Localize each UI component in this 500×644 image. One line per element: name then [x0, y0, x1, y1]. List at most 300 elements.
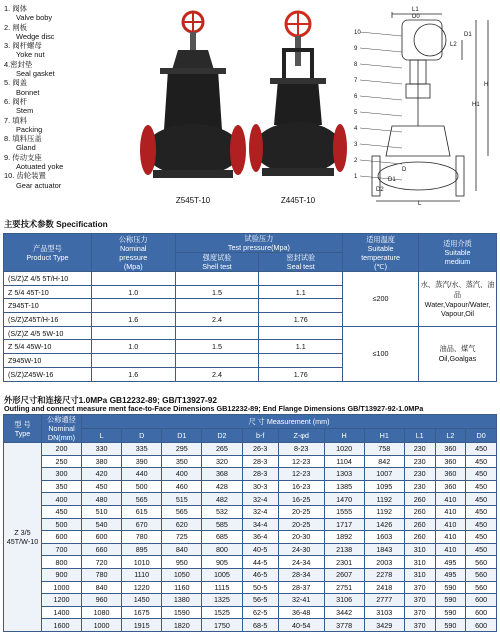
dims-cell: 36-48 — [278, 606, 324, 619]
dims-cell: 600 — [466, 606, 497, 619]
dims-cell: 20-25 — [278, 518, 324, 531]
dims-cell: 32-4 — [242, 493, 278, 506]
dims-cell: 515 — [162, 493, 202, 506]
dims-cell: 260 — [404, 493, 435, 506]
dims-cell: 600 — [82, 531, 122, 544]
dims-cell: 450 — [466, 505, 497, 518]
table-row — [4, 455, 497, 468]
spec-temp-cell: ≤200 — [343, 272, 419, 327]
drawing-leader-line — [360, 128, 402, 132]
dims-cell: 3103 — [364, 606, 404, 619]
table-row — [4, 480, 497, 493]
part-label-cn: 10. 齿轮装置 — [4, 171, 46, 181]
header-type: 型 号 Type — [4, 415, 42, 443]
dims-cell: 410 — [435, 493, 466, 506]
dims-cell: 500 — [122, 480, 162, 493]
dims-cell: 1843 — [364, 543, 404, 556]
dims-cell: 8-23 — [278, 443, 324, 456]
drawing-dim-label: H — [484, 82, 489, 88]
header-seal-test: 密封试验 Seal test — [259, 253, 343, 272]
dims-cell: 1590 — [162, 606, 202, 619]
spec-medium-text: 水、蒸汽/水、蒸汽、油品 Water,Vapour/Water, Vapour,Oil — [420, 279, 495, 318]
dims-cell: 350 — [162, 455, 202, 468]
dims-cell: 368 — [202, 468, 242, 481]
dims-cell: 1050 — [162, 568, 202, 581]
dims-cell: 26-3 — [242, 443, 278, 456]
dims-cell: 230 — [404, 443, 435, 456]
table-row — [4, 468, 497, 481]
dims-cell: 230 — [404, 468, 435, 481]
table-row — [4, 518, 497, 531]
dims-cell: 410 — [435, 531, 466, 544]
valve-photo-z545 — [138, 10, 248, 185]
part-label-cn: 5. 阀盖 — [4, 78, 27, 88]
dims-col-header: H1 — [364, 429, 404, 443]
drawing-part-number: 9 — [354, 46, 358, 52]
dims-table — [3, 414, 497, 632]
part-label-cn: 1. 阀体 — [4, 4, 27, 13]
dims-cell: 2138 — [324, 543, 364, 556]
dims-cell: 310 — [404, 556, 435, 569]
dims-cell: 1080 — [82, 606, 122, 619]
dims-cell: 400 — [162, 468, 202, 481]
dims-cell: 1110 — [122, 568, 162, 581]
header-nominal-pressure: 公称压力 Nominal pressure (Mpa) — [91, 234, 175, 272]
table-row — [4, 505, 497, 518]
dims-title-cn: 外形尺寸和连接尺寸1.0MPa GB12232-89; GB/T13927-92 — [4, 395, 218, 405]
dims-cell: 360 — [435, 443, 466, 456]
dims-cell: 1820 — [162, 619, 202, 632]
table-row — [4, 443, 497, 456]
dims-cell: 370 — [404, 581, 435, 594]
dims-cell: 3442 — [324, 606, 364, 619]
dims-cell: 24-30 — [278, 543, 324, 556]
drawing-part-number: 2 — [354, 158, 358, 164]
dims-col-header: H — [324, 429, 364, 443]
dims-cell: 28-3 — [242, 468, 278, 481]
spec-nominal-cell — [91, 326, 175, 340]
drawing-leader-line — [360, 144, 402, 148]
spec-seal-cell: 1.1 — [259, 285, 343, 299]
spec-seal-cell: 1.76 — [259, 367, 343, 381]
dims-cell: 560 — [466, 556, 497, 569]
table-row — [4, 594, 497, 607]
dims-cell: 250 — [42, 455, 82, 468]
dims-cell: 20-25 — [278, 505, 324, 518]
dims-cell: 1007 — [364, 468, 404, 481]
dims-cell: 50-5 — [242, 581, 278, 594]
dims-cell: 1450 — [122, 594, 162, 607]
dims-cell: 905 — [202, 556, 242, 569]
dims-cell: 1525 — [202, 606, 242, 619]
dims-cell: 560 — [466, 568, 497, 581]
dims-title-en: Outling and connect measure ment face-to-Face Dimensions GB12232-89; End Flange Dimensions GB/T13927-92-1.0MPa — [4, 404, 424, 413]
drawing-dim-label: D0 — [412, 14, 420, 20]
dims-cell: 2607 — [324, 568, 364, 581]
spec-seal-cell — [259, 326, 343, 340]
dims-cell: 30-3 — [242, 480, 278, 493]
table-row — [4, 606, 497, 619]
part-label-cn: 4.密封垫 — [4, 59, 33, 69]
drawing-leader-line — [360, 112, 402, 116]
spec-medium-cell — [419, 272, 497, 327]
dims-cell: 1104 — [324, 455, 364, 468]
spec-shell-cell: 2.4 — [175, 313, 259, 327]
spec-nominal-cell: 1.0 — [91, 340, 175, 354]
dims-cell: 590 — [435, 594, 466, 607]
dims-cell: 370 — [404, 594, 435, 607]
dims-cell: 300 — [42, 468, 82, 481]
dims-cell: 780 — [82, 568, 122, 581]
dims-cell: 450 — [466, 480, 497, 493]
spec-row — [4, 326, 497, 340]
dims-cell: 62-5 — [242, 606, 278, 619]
part-label-cn: 9. 传动支座 — [4, 152, 42, 162]
dims-col-header: D0 — [466, 429, 497, 443]
header-measurement: 尺 寸 Measurement (mm) — [82, 415, 497, 429]
dims-cell: 842 — [364, 455, 404, 468]
table-row — [4, 556, 497, 569]
dims-cell: 380 — [82, 455, 122, 468]
dims-cell: 1192 — [364, 493, 404, 506]
spec-shell-cell: 1.5 — [175, 340, 259, 354]
dims-cell: 56-5 — [242, 594, 278, 607]
header-test-pressure: 试验压力 Test pressure(Mpa) — [175, 234, 343, 253]
spec-shell-cell — [175, 272, 259, 286]
spec-nominal-cell — [91, 354, 175, 368]
dims-cell: 410 — [435, 505, 466, 518]
spec-shell-cell — [175, 326, 259, 340]
dims-cell: 600 — [466, 619, 497, 632]
dims-cell: 532 — [202, 505, 242, 518]
drawing-dim-label: L2 — [450, 42, 457, 48]
dims-cell: 1385 — [324, 480, 364, 493]
dims-cell: 495 — [435, 568, 466, 581]
dims-cell: 660 — [82, 543, 122, 556]
dims-cell: 900 — [42, 568, 82, 581]
dims-cell: 295 — [162, 443, 202, 456]
drawing-part-number: 10 — [354, 30, 361, 36]
dims-cell: 360 — [435, 455, 466, 468]
dims-cell: 3106 — [324, 594, 364, 607]
spec-title: 主要技术参数 Specification — [4, 219, 108, 229]
dims-cell: 1470 — [324, 493, 364, 506]
table-row — [4, 543, 497, 556]
dims-cell: 440 — [122, 468, 162, 481]
spec-nominal-cell — [91, 272, 175, 286]
dims-cell: 34-4 — [242, 518, 278, 531]
dims-cell: 1200 — [42, 594, 82, 607]
dims-cell: 450 — [466, 531, 497, 544]
dims-cell: 950 — [162, 556, 202, 569]
dims-cell: 1717 — [324, 518, 364, 531]
spec-shell-cell: 1.5 — [175, 285, 259, 299]
spec-seal-cell — [259, 299, 343, 313]
part-label-cn: 2. 闸板 — [4, 22, 27, 32]
dims-cell: 12-23 — [278, 455, 324, 468]
dims-cell: 1000 — [82, 619, 122, 632]
dims-cell: 565 — [162, 505, 202, 518]
part-label-en: Valve boby — [16, 13, 53, 23]
dims-cell: 390 — [122, 455, 162, 468]
dims-cell: 590 — [435, 619, 466, 632]
dims-cell: 20-30 — [278, 531, 324, 544]
dims-cell: 1220 — [122, 581, 162, 594]
dims-cell: 1000 — [42, 581, 82, 594]
drawing-dim-label: L1 — [412, 7, 419, 13]
drawing-leader-line — [360, 96, 402, 100]
part-label-en: Gland — [16, 143, 36, 153]
dims-cell: 450 — [466, 443, 497, 456]
dims-cell: 12-23 — [278, 468, 324, 481]
dims-cell: 590 — [435, 606, 466, 619]
photo-caption-1: Z545T-10 — [175, 196, 211, 205]
table-row — [4, 568, 497, 581]
drawing-dim-label: D2 — [376, 187, 384, 193]
dims-cell: 460 — [162, 480, 202, 493]
dims-cell: 758 — [364, 443, 404, 456]
spec-model-cell: Z 5/4 45T-10 — [4, 285, 92, 299]
spec-seal-cell: 1.1 — [259, 340, 343, 354]
spec-temp-cell: ≤100 — [343, 326, 419, 381]
dims-cell: 1603 — [364, 531, 404, 544]
spec-medium-cell — [419, 326, 497, 381]
dims-cell: 330 — [82, 443, 122, 456]
drawing-dim-label: D1 — [388, 177, 396, 183]
dims-cell: 450 — [466, 518, 497, 531]
part-label-en: Packing — [16, 124, 43, 134]
drawing-leader-line — [360, 64, 402, 68]
dims-cell: 1020 — [324, 443, 364, 456]
spec-nominal-cell — [91, 299, 175, 313]
dims-cell: 320 — [202, 455, 242, 468]
drawing-part-number: 3 — [354, 142, 358, 148]
spec-shell-cell: 2.4 — [175, 367, 259, 381]
dims-cell: 1325 — [202, 594, 242, 607]
dims-cell: 16-25 — [278, 493, 324, 506]
dims-cell: 400 — [42, 493, 82, 506]
drawing-dim-label: L — [418, 201, 422, 206]
dims-cell: 68-5 — [242, 619, 278, 632]
part-label-cn: 3. 阀杆螺母 — [4, 41, 42, 51]
dims-cell: 1095 — [364, 480, 404, 493]
dims-cell: 36-4 — [242, 531, 278, 544]
table-row — [4, 619, 497, 632]
dims-cell: 2777 — [364, 594, 404, 607]
spec-shell-cell — [175, 354, 259, 368]
dims-col-header: L2 — [435, 429, 466, 443]
header-medium: 适用介质 Suitable medium — [419, 234, 497, 272]
table-row — [4, 581, 497, 594]
dims-cell: 1426 — [364, 518, 404, 531]
dims-col-header: D2 — [202, 429, 242, 443]
dims-cell: 1192 — [364, 505, 404, 518]
drawing-part-number: 5 — [354, 110, 358, 116]
dims-cell: 350 — [42, 480, 82, 493]
dims-cell: 495 — [435, 556, 466, 569]
dims-cell: 360 — [435, 480, 466, 493]
dims-cell: 265 — [202, 443, 242, 456]
drawing-part-number: 6 — [354, 94, 358, 100]
dims-cell: 420 — [82, 468, 122, 481]
dims-cell: 28-3 — [242, 455, 278, 468]
dims-cell: 800 — [202, 543, 242, 556]
dims-cell: 200 — [42, 443, 82, 456]
dims-cell: 685 — [202, 531, 242, 544]
dims-cell: 32-41 — [278, 594, 324, 607]
spec-table — [3, 233, 497, 382]
dims-cell: 600 — [42, 531, 82, 544]
dims-cell: 370 — [404, 606, 435, 619]
dims-cell: 840 — [162, 543, 202, 556]
spec-medium-text: 油品、煤气 Oil,Goalgas — [438, 344, 477, 364]
dims-cell: 1915 — [122, 619, 162, 632]
dims-cell: 450 — [466, 468, 497, 481]
drawing-leader-line — [360, 160, 402, 164]
table-row — [4, 493, 497, 506]
dims-cell: 24-34 — [278, 556, 324, 569]
header-shell-test: 强度试验 Shell test — [175, 253, 259, 272]
dims-cell: 28-37 — [278, 581, 324, 594]
drawing-part-number: 4 — [354, 126, 358, 132]
dims-cell: 510 — [82, 505, 122, 518]
dims-cell: 46-5 — [242, 568, 278, 581]
dims-cell: 260 — [404, 531, 435, 544]
dims-col-header: b-f — [242, 429, 278, 443]
dims-cell: 2418 — [364, 581, 404, 594]
dims-cell: 560 — [466, 581, 497, 594]
drawing-part-number: 7 — [354, 78, 358, 84]
dims-cell: 1400 — [42, 606, 82, 619]
dims-cell: 725 — [162, 531, 202, 544]
header-product-type: 产品型号 Product Type — [4, 234, 92, 272]
dims-cell: 540 — [82, 518, 122, 531]
part-label-cn: 6. 阀杆 — [4, 96, 27, 106]
dims-cell: 310 — [404, 568, 435, 581]
dims-cell: 1675 — [122, 606, 162, 619]
dims-cell: 1005 — [202, 568, 242, 581]
dims-cell: 600 — [466, 594, 497, 607]
technical-drawing — [352, 6, 498, 211]
dims-cell: 410 — [435, 518, 466, 531]
dims-cell: 585 — [202, 518, 242, 531]
dims-cell: 260 — [404, 505, 435, 518]
dims-col-header: L1 — [404, 429, 435, 443]
dims-cell: 960 — [82, 594, 122, 607]
dims-cell: 1115 — [202, 581, 242, 594]
spec-model-cell: (S/Z)Z 4/5 5W-10 — [4, 326, 92, 340]
drawing-leader-line — [360, 48, 402, 52]
dims-cell: 40-5 — [242, 543, 278, 556]
spec-model-cell: Z 5/4 45W-10 — [4, 340, 92, 354]
dims-cell: 480 — [82, 493, 122, 506]
dims-cell: 565 — [122, 493, 162, 506]
dims-cell: 720 — [82, 556, 122, 569]
spec-model-cell: (S/Z)Z45T/H-16 — [4, 313, 92, 327]
dims-cell: 16-23 — [278, 480, 324, 493]
part-label-en: Yoke nut — [16, 50, 45, 60]
dims-cell: 260 — [404, 518, 435, 531]
dims-cell: 700 — [42, 543, 82, 556]
dims-cell: 840 — [82, 581, 122, 594]
dims-cell: 1892 — [324, 531, 364, 544]
part-label-en: Gear actuator — [16, 180, 62, 190]
header-dn: 公称通径 Nominal DN(mm) — [42, 415, 82, 443]
spec-row — [4, 272, 497, 286]
dims-cell: 1380 — [162, 594, 202, 607]
spec-shell-cell — [175, 299, 259, 313]
part-label-en: Wedge disc — [16, 31, 55, 41]
part-label-cn: 8. 填料压盖 — [4, 134, 42, 144]
dims-cell: 3429 — [364, 619, 404, 632]
dims-cell: 450 — [466, 493, 497, 506]
dims-cell: 615 — [122, 505, 162, 518]
dims-type-cell: Z 3/5 45T/W-10 — [4, 443, 42, 632]
dims-cell: 780 — [122, 531, 162, 544]
dims-cell: 1303 — [324, 468, 364, 481]
spec-seal-cell: 1.76 — [259, 313, 343, 327]
dims-cell: 3778 — [324, 619, 364, 632]
part-label-en: Stem — [16, 106, 34, 116]
dims-cell: 2301 — [324, 556, 364, 569]
spec-model-cell: (S/Z)Z45W-16 — [4, 367, 92, 381]
drawing-dim-label: H1 — [472, 102, 480, 108]
drawing-part-number: 1 — [354, 174, 358, 180]
dims-cell: 2751 — [324, 581, 364, 594]
header-temperature: 适用温度 Suitable temperature (℃) — [343, 234, 419, 272]
product-figure — [0, 0, 500, 210]
dims-cell: 230 — [404, 455, 435, 468]
table-row — [4, 531, 497, 544]
dims-cell: 450 — [82, 480, 122, 493]
dims-col-header: D1 — [162, 429, 202, 443]
dims-cell: 230 — [404, 480, 435, 493]
dims-cell: 428 — [202, 480, 242, 493]
dims-cell: 44-5 — [242, 556, 278, 569]
spec-nominal-cell: 1.6 — [91, 313, 175, 327]
dims-cell: 1750 — [202, 619, 242, 632]
dims-cell: 620 — [162, 518, 202, 531]
drawing-leader-line — [360, 32, 402, 36]
dims-cell: 800 — [42, 556, 82, 569]
valve-photo-z445 — [248, 10, 348, 185]
dims-cell: 895 — [122, 543, 162, 556]
drawing-dim-label: D1 — [464, 32, 472, 38]
dims-cell: 2003 — [364, 556, 404, 569]
dims-cell: 40-54 — [278, 619, 324, 632]
part-label-en: Seal gasket — [16, 69, 55, 79]
dims-cell: 1010 — [122, 556, 162, 569]
dims-cell: 360 — [435, 468, 466, 481]
drawing-dim-label: D — [402, 167, 407, 173]
dims-cell: 1555 — [324, 505, 364, 518]
dims-col-header: L — [82, 429, 122, 443]
dims-cell: 450 — [466, 543, 497, 556]
dims-cell: 335 — [122, 443, 162, 456]
drawing-leader-line — [360, 176, 402, 180]
dims-cell: 28-34 — [278, 568, 324, 581]
dims-cell: 1600 — [42, 619, 82, 632]
part-label-en: Bonnet — [16, 87, 40, 97]
spec-model-cell: Z945W-10 — [4, 354, 92, 368]
spec-nominal-cell: 1.0 — [91, 285, 175, 299]
dims-cell: 670 — [122, 518, 162, 531]
dims-cell: 32-4 — [242, 505, 278, 518]
dims-cell: 450 — [42, 505, 82, 518]
dims-cell: 310 — [404, 543, 435, 556]
drawing-leader-line — [360, 80, 402, 84]
dims-cell: 590 — [435, 581, 466, 594]
